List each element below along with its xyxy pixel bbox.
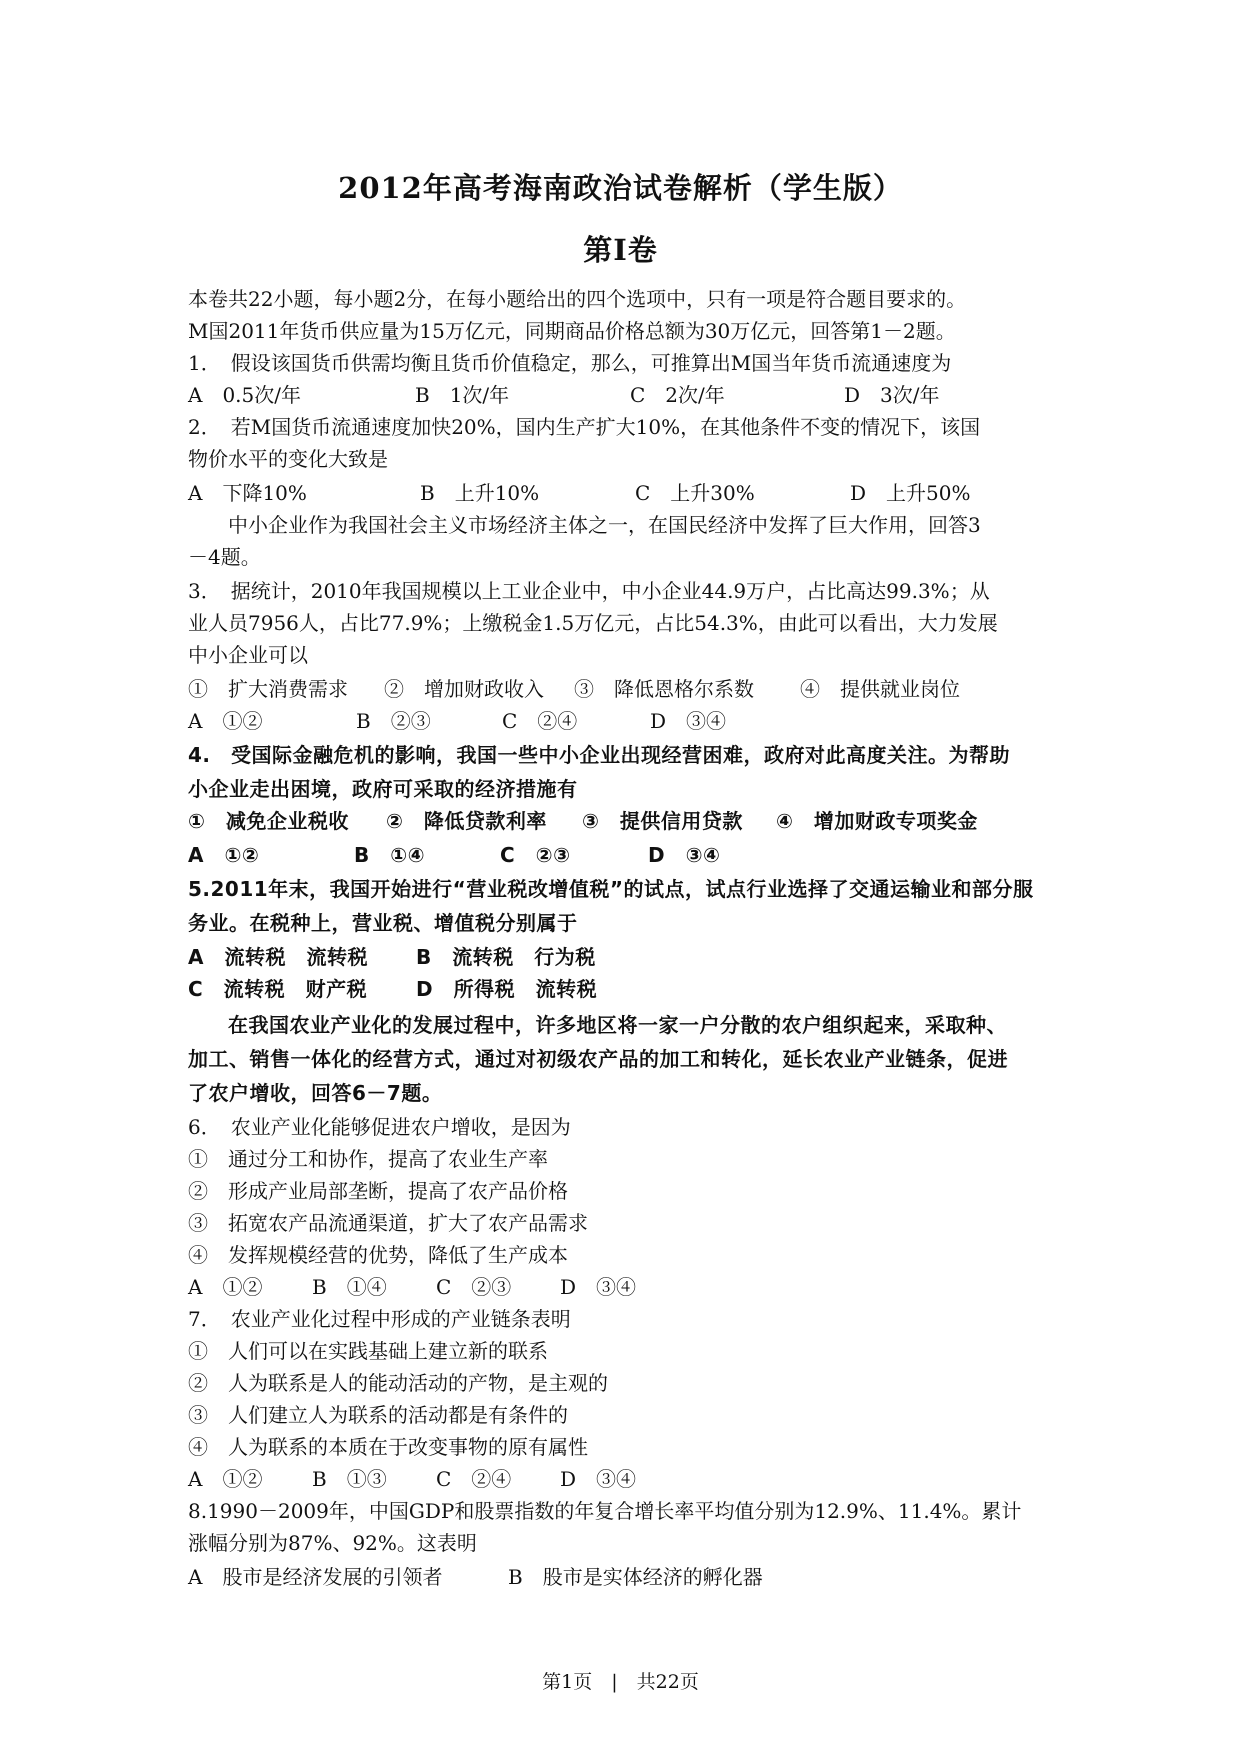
question-stem: 小企业走出困境，政府可采取的经济措施有 (188, 777, 578, 801)
option: B 流转税 行为税 (416, 945, 596, 969)
statement-item: ④ 提供就业岗位 (800, 677, 960, 701)
option: A 股市是经济发展的引领者 (188, 1565, 443, 1589)
option: B 上升10% (420, 481, 540, 505)
statement-item: ② 形成产业局部垄断，提高了农产品价格 (188, 1179, 568, 1203)
option: C ②④ (436, 1467, 512, 1491)
statement-item: ④ 增加财政专项奖金 (776, 809, 978, 833)
option: B 1次/年 (415, 383, 510, 407)
passage-line: 加工、销售一体化的经营方式，通过对初级农产品的加工和转化，延长农业产业链条，促进 (188, 1047, 1008, 1071)
option: A 0.5次/年 (188, 383, 301, 407)
option: D ③④ (648, 843, 721, 867)
question-stem: 2． 若M国货币流通速度加快20%，国内生产扩大10%，在其他条件不变的情况下，该国 (188, 415, 981, 439)
statement-item: ③ 提供信用贷款 (582, 809, 743, 833)
page-footer: 第1页 | 共22页 (542, 1671, 699, 1693)
passage-line: 中小企业作为我国社会主义市场经济主体之一，在国民经济中发挥了巨大作用，回答3 (228, 513, 981, 537)
statement-item: ① 减免企业税收 (188, 809, 349, 833)
question-stem: 务业。在税种上，营业税、增值税分别属于 (188, 911, 578, 935)
question-stem: 6． 农业产业化能够促进农户增收，是因为 (188, 1115, 571, 1139)
statement-item: ② 降低贷款利率 (386, 809, 547, 833)
option: D ③④ (650, 709, 727, 733)
statement-item: ④ 发挥规模经营的优势，降低了生产成本 (188, 1243, 568, 1267)
option: A 下降10% (188, 481, 307, 505)
statement-item: ④ 人为联系的本质在于改变事物的原有属性 (188, 1435, 588, 1459)
option: B ①④ (354, 843, 426, 867)
question-stem: 7． 农业产业化过程中形成的产业链条表明 (188, 1307, 571, 1331)
question-stem: 8.1990－2009年，中国GDP和股票指数的年复合增长率平均值分别为12.9%、11.4%。累计 (188, 1499, 1022, 1523)
statement-item: ③ 人们建立人为联系的活动都是有条件的 (188, 1403, 568, 1427)
option: C ②④ (502, 709, 578, 733)
statement-item: ② 增加财政收入 (384, 677, 544, 701)
statement-item: ① 人们可以在实践基础上建立新的联系 (188, 1339, 548, 1363)
statement-item: ③ 降低恩格尔系数 (574, 677, 754, 701)
option: C 流转税 财产税 (188, 977, 368, 1001)
option: A 流转税 流转税 (188, 945, 368, 969)
passage-line: －4题。 (188, 545, 261, 569)
option: D 所得税 流转税 (416, 977, 598, 1001)
option: A ①② (188, 1275, 263, 1299)
question-stem: 业人员7956人，占比77.9%；上缴税金1.5万亿元，占比54.3%，由此可以看出，大力发展 (188, 611, 998, 635)
option: D 3次/年 (844, 383, 940, 407)
statement-item: ② 人为联系是人的能动活动的产物，是主观的 (188, 1371, 608, 1395)
question-stem: 4. 受国际金融危机的影响，我国一些中小企业出现经营困难，政府对此高度关注。为帮助 (188, 743, 1011, 767)
question-stem: 3． 据统计，2010年我国规模以上工业企业中，中小企业44.9万户，占比高达99.3%；从 (188, 579, 990, 603)
question-stem: 物价水平的变化大致是 (188, 447, 388, 471)
passage-line: 了农户增收，回答6－7题。 (188, 1081, 443, 1105)
option: B ①④ (312, 1275, 387, 1299)
question-stem: 1． 假设该国货币供需均衡且货币价值稳定，那么，可推算出M国当年货币流通速度为 (188, 351, 952, 375)
option: C 2次/年 (630, 383, 725, 407)
option: C 上升30% (635, 481, 755, 505)
section-title: 第I卷 (583, 233, 658, 267)
statement-item: ① 扩大消费需求 (188, 677, 348, 701)
option: B 股市是实体经济的孵化器 (508, 1565, 763, 1589)
intro-line: M国2011年货币供应量为15万亿元，同期商品价格总额为30万亿元，回答第1－2题。 (188, 319, 956, 343)
option: D 上升50% (850, 481, 971, 505)
question-stem: 中小企业可以 (188, 643, 308, 667)
option: D ③④ (560, 1275, 637, 1299)
document-title: 2012年高考海南政治试卷解析（学生版） (338, 171, 903, 205)
intro-line: 本卷共22小题，每小题2分，在每小题给出的四个选项中，只有一项是符合题目要求的。 (188, 287, 967, 311)
option: A ①② (188, 843, 260, 867)
option: C ②③ (436, 1275, 512, 1299)
option: B ①③ (312, 1467, 387, 1491)
option: C ②③ (500, 843, 571, 867)
statement-item: ① 通过分工和协作，提高了农业生产率 (188, 1147, 548, 1171)
option: A ①② (188, 709, 263, 733)
option: A ①② (188, 1467, 263, 1491)
statement-item: ③ 拓宽农产品流通渠道，扩大了农产品需求 (188, 1211, 588, 1235)
question-stem: 5.2011年末，我国开始进行“营业税改增值税”的试点，试点行业选择了交通运输业和部分服 (188, 877, 1034, 901)
option: B ②③ (356, 709, 431, 733)
option: D ③④ (560, 1467, 637, 1491)
passage-line: 在我国农业产业化的发展过程中，许多地区将一家一户分散的农户组织起来，采取种、 (228, 1013, 1007, 1037)
question-stem: 涨幅分别为87%、92%。这表明 (188, 1531, 477, 1555)
